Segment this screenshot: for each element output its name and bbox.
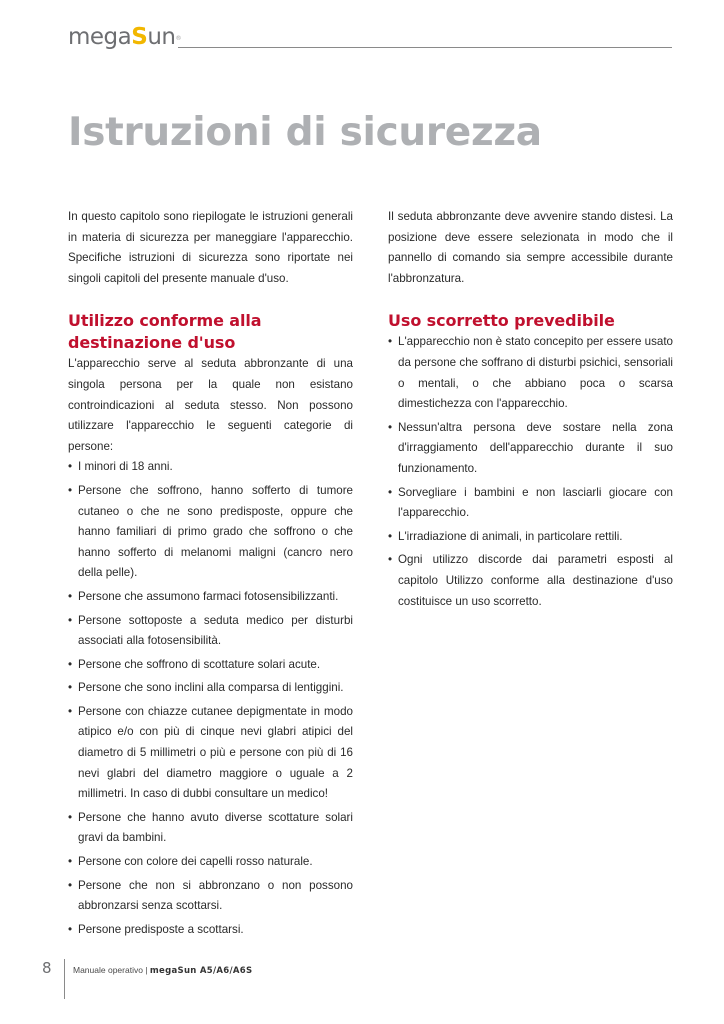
list-item (388, 418, 673, 480)
list-item (388, 527, 673, 548)
logo-suffix: un (147, 24, 176, 50)
list-item (68, 611, 353, 652)
bullet-icon: • (388, 485, 393, 499)
list-item-text: Nessun'altra persona deve sostare nella zona d'irraggiamento dell'apparecchio durante il suo funzionamento. (398, 420, 673, 475)
list-item-text: Persone con chiazze cutanee depigmentate in modo atipico e/o con più di cinque nevi glabri atipici del diametro di 5 millimetri o più e persone con più di 16 nevi glabri del diametro maggiore o uguale a 2 millimetri. In caso di dubbi consultare un medico! (78, 704, 353, 801)
list-item (388, 550, 673, 612)
list-item (68, 481, 353, 584)
list-item (68, 587, 353, 608)
list-item (388, 332, 673, 414)
bullet-icon: • (388, 335, 393, 349)
bullet-icon: • (68, 810, 73, 824)
bullet-icon: • (68, 922, 73, 936)
bullet-icon: • (68, 613, 73, 627)
list-item-text: I minori di 18 anni. (78, 460, 173, 474)
intro-paragraph: In questo capitolo sono riepilogate le istruzioni generali in materia di sicurezza per maneggiare l'apparecchio. Specifiche istruzioni di sicurezza sono riportate nei singoli capitoli del presente manuale d'uso. (68, 210, 353, 285)
misuse-list (388, 332, 673, 612)
list-item (68, 702, 353, 805)
header-divider (178, 47, 672, 48)
logo-prefix: mega (68, 24, 132, 50)
bullet-icon: • (68, 681, 73, 695)
footer-caption (73, 965, 252, 976)
logo-highlight: S (131, 24, 148, 50)
megasun-logo (68, 22, 181, 52)
excluded-persons-list (68, 457, 353, 940)
list-item-text: Sorvegliare i bambini e non lasciarli giocare con l'apparecchio. (398, 485, 673, 520)
list-item (68, 678, 353, 699)
list-item-text: Persone che non si abbronzano o non possono abbronzarsi senza scottarsi. (78, 878, 353, 913)
bullet-icon: • (68, 878, 73, 892)
list-item-text: L'irradiazione di animali, in particolare rettili. (398, 529, 623, 543)
list-item-text: Persone con colore dei capelli rosso naturale. (78, 855, 313, 869)
section-heading-foreseeable-misuse: Uso scorretto prevedibile (388, 311, 615, 331)
bullet-icon: • (68, 483, 73, 497)
manual-label: Manuale operativo | (73, 965, 150, 975)
list-item-text: L'apparecchio non è stato concepito per essere usato da persone che soffrano di disturbi psichici, sensoriali o mentali, o che abbiano poca o scarsa dimestichezza con l'apparecchio. (398, 335, 673, 411)
list-item (388, 483, 673, 524)
footer-divider (64, 959, 65, 999)
list-item-text: Ogni utilizzo discorde dai parametri esposti al capitolo Utilizzo conforme alla destinazione d'uso costituisce un uso scorretto. (398, 553, 673, 608)
list-item (68, 920, 353, 941)
bullet-icon: • (68, 589, 73, 603)
bullet-icon: • (68, 704, 73, 718)
list-item (68, 655, 353, 676)
page-footer (0, 955, 724, 1000)
list-item (68, 457, 353, 478)
list-item-text: Persone predisposte a scottarsi. (78, 922, 244, 936)
right-column (388, 207, 673, 615)
bullet-icon: • (68, 855, 73, 869)
bullet-icon: • (68, 657, 73, 671)
bullet-icon: • (388, 529, 393, 543)
list-item (68, 852, 353, 873)
page-title: Istruzioni di sicurezza (68, 110, 542, 155)
page-number: 8 (42, 959, 52, 977)
registered-mark: ® (175, 35, 181, 42)
section-heading-intended-use: Utilizzo conforme alla destinazione d'uso (68, 311, 262, 353)
bullet-icon: • (388, 420, 393, 434)
list-item-text: Persone che hanno avuto diverse scottature solari gravi da bambini. (78, 810, 353, 845)
intended-use-paragraph: L'apparecchio serve al seduta abbronzante di una singola persona per la quale non esistano controindicazioni al seduta stesso. Non possono utilizzare l'apparecchio le seguenti categorie di persone: (68, 357, 353, 453)
list-item-text: Persone che soffrono di scottature solari acute. (78, 657, 321, 671)
bullet-icon: • (388, 553, 393, 567)
list-item (68, 808, 353, 849)
list-item-text: Persone sottoposte a seduta medico per disturbi associati alla fotosensibilità. (78, 613, 353, 648)
bullet-icon: • (68, 460, 73, 474)
list-item-text: Persone che assumono farmaci fotosensibilizzanti. (78, 589, 339, 603)
page-header (68, 22, 672, 52)
list-item-text: Persone che sono inclini alla comparsa di lentiggini. (78, 681, 344, 695)
left-column (68, 207, 353, 943)
position-paragraph: Il seduta abbronzante deve avvenire stando distesi. La posizione deve essere selezionata in modo che il pannello di comando sia sempre accessibile durante l'abbronzatura. (388, 210, 673, 285)
list-item-text: Persone che soffrono, hanno sofferto di tumore cutaneo o che ne sono predisposte, oppure che hanno familiari di primo grado che soffrono o che hanno sofferto di melanomi maligni (cancro nero della pelle). (78, 483, 353, 580)
list-item (68, 876, 353, 917)
product-name: megaSun A5/A6/A6S (149, 966, 253, 976)
